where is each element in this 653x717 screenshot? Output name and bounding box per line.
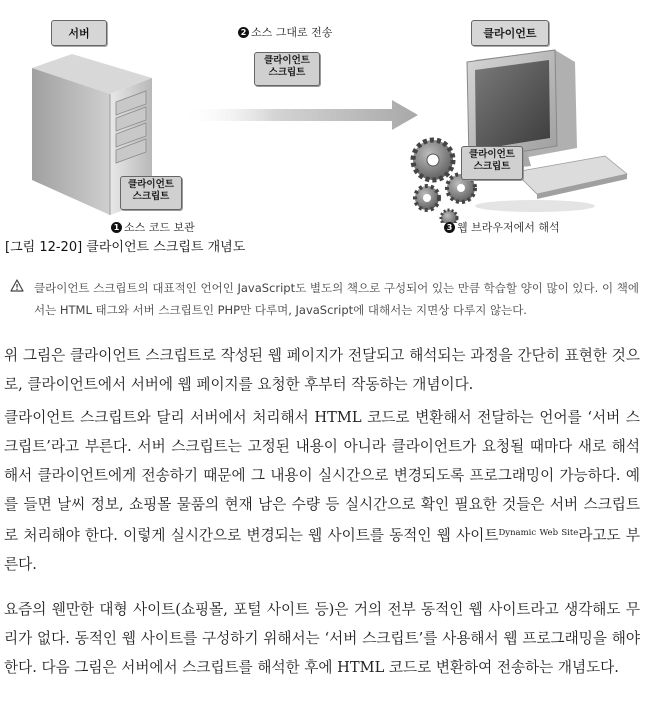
server-script-box-line2: 스크립트 bbox=[132, 191, 170, 202]
server-step-text: 소스 코드 보관 bbox=[124, 221, 195, 234]
body-paragraph-1: 위 그림은 클라이언트 스크립트로 작성된 웹 페이지가 전달되고 해석되는 과정을 간단히 표현한 것으로, 클라이언트에서 서버에 웹 페이지를 요청한 후부터 작동하는 개념이다. bbox=[4, 347, 640, 393]
transfer-arrow-icon bbox=[180, 98, 420, 132]
client-script-box-line1: 클라이언트 bbox=[469, 149, 515, 160]
server-step-caption bbox=[111, 219, 195, 235]
transfer-script-box-line1: 클라이언트 bbox=[264, 55, 310, 66]
body-paragraph-3: 요즘의 웬만한 대형 사이트(쇼핑몰, 포털 사이트 등)은 거의 전부 동적인 웹 사이트라고 생각해도 무리가 없다. 동적인 웹 사이트를 구성하기 위해서는 ‘서버 스크립트’를 사용해서 웹 프로그래밍을 해야 한다. 다음 그림은 서버에서 스크립트를 해석한 후에 HTML 코드로 변환하여 전송하는 개념도다. bbox=[4, 601, 641, 676]
warning-triangle-icon bbox=[10, 279, 24, 292]
transfer-script-box-line2: 스크립트 bbox=[268, 67, 306, 78]
client-computer-icon bbox=[405, 48, 635, 223]
server-script-box-line1: 클라이언트 bbox=[128, 179, 174, 190]
client-label bbox=[471, 20, 549, 46]
client-label-text: 클라이언트 bbox=[483, 27, 537, 40]
body-paragraph-2-main: 클라이언트 스크립트와 달리 서버에서 처리해서 HTML 코드로 변환해서 전달하는 언어를 ‘서버 스크립트’라고 부른다. 서버 스크립트는 고정된 내용이 아니라 클라이언트가 요청될 때마다 새로 해석해서 클라이언트에게 전송하기 때문에 그 내용이 실시간으로 변경되도록 프로그래밍이 가능하다. 예를 들면 날씨 정보, 쇼핑몰 물품의 현재 남은 수량 등 실시간으로 확인 필요한 것들은 서버 스크립트로 처리해야 한다. 이렇게 실시간으로 변경되는 웹 사이트를 동적인 웹 사이트 bbox=[4, 409, 640, 544]
figure-caption: [그림 12-20] 클라이언트 스크립트 개념도 bbox=[5, 240, 246, 255]
transfer-step-text: 소스 그대로 전송 bbox=[251, 26, 333, 39]
client-step-text: 웹 브라우저에서 해석 bbox=[457, 221, 560, 234]
body-paragraph-2 bbox=[4, 403, 640, 579]
body-paragraph-2-sup: Dynamic Web Site bbox=[498, 528, 579, 538]
transfer-script-box bbox=[254, 52, 320, 86]
note-text: 클라이언트 스크립트의 대표적인 언어인 JavaScript도 별도의 책으로 구성되어 있는 만큼 학습할 양이 많이 있다. 이 책에서는 HTML 태그와 서버 스크립트인 PHP만 다루며, JavaScript에 대해서는 지면상 다루지 않는다. bbox=[34, 281, 639, 317]
transfer-step-caption bbox=[238, 24, 332, 40]
step-number-badge: 1 bbox=[111, 222, 122, 233]
figure bbox=[0, 0, 653, 235]
server-label-text: 서버 bbox=[68, 27, 90, 40]
client-script-box-line2: 스크립트 bbox=[473, 161, 511, 172]
step-number-badge: 2 bbox=[238, 27, 249, 38]
client-script-box bbox=[461, 146, 523, 180]
body-paragraph-2-end: 라고도 부른다. bbox=[4, 527, 641, 573]
client-step-caption bbox=[444, 219, 560, 235]
server-script-box bbox=[120, 176, 182, 210]
server-label bbox=[51, 20, 107, 46]
step-number-badge: 3 bbox=[444, 222, 455, 233]
